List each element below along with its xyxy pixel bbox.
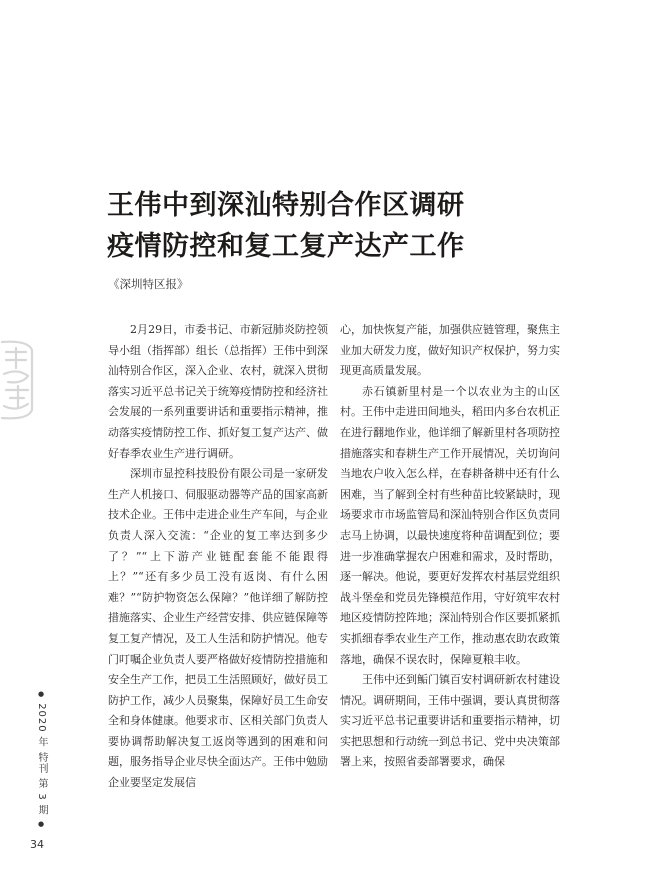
decorative-seal-watermark	[0, 338, 40, 422]
issue-label-text: 2020 年 特刊 第 3 期	[36, 703, 47, 816]
bullet-dot-icon: ●	[37, 690, 45, 699]
article-title	[107, 185, 577, 267]
page-number: 34	[30, 838, 44, 851]
paragraph: 深圳市显控科技股份有限公司是一家研发生产人机接口、伺服驱动器等产品的国家高新技术企业。王伟中走进企业生产车间，与企业负责人深入交流：“企业的复工率达到多少了？”“上下游产业链配套能不能跟得上？”“还有多少员工没有返岗、有什么困难？”“防护物资怎么保障？”他详细了解防控措施落实、企业生产经营安排、供应链保障等复工复产情况，及工人生活和防护情况。他专门叮嘱企业负责人要严格做好疫情防控措施和安全生产工作，把员工生活照顾好，做好员工防护工作，减少人员聚集，保障好员工生命安全和身体健康。他要求市、区相关部门负责人要协调帮助解决复工返岗等遇到的困难和问题，服务指导企业尽快全面达产。王伟中勉励企业要坚定发展信	[108, 467, 328, 790]
body-column-left	[108, 320, 328, 794]
paragraph: 王伟中还到鲘门镇百安村调研新农村建设情况。调研期间，王伟中强调，要认真贯彻落实习近平总书记重要讲话和重要指示精神，切实把思想和行动统一到总书记、党中央决策部署上来，按照省委部署要求，确保	[340, 673, 560, 769]
bullet-dot-icon: ●	[37, 820, 45, 830]
article-title-line-2: 疫情防控和复工复产达产工作	[107, 231, 465, 262]
issue-label	[34, 690, 49, 829]
article-source: 《深圳特区报》	[108, 277, 189, 291]
article-title-line-1: 王伟中到深汕特别合作区调研	[107, 190, 465, 221]
paragraph: 2月29日，市委书记、市新冠肺炎防控领导小组（指挥部）组长（总指挥）王伟中到深汕特别合作区，深入企业、农村，就深入贯彻落实习近平总书记关于统筹疫情防控和经济社会发展的一系列重要讲话和重要指示精神，推动落实疫情防控工作、抓好复工复产达产、做好春季农业生产进行调研。	[108, 323, 328, 460]
body-column-right	[340, 320, 560, 773]
paragraph: 赤石镇新里村是一个以农业为主的山区村。王伟中走进田间地头，稻田内多台农机正在进行翻地作业，他详细了解新里村各项防控措施落实和春耕生产工作开展情况，关切询问当地农户收入怎么样，在春耕备耕中还有什么困难，当了解到全村有些种苗比较紧缺时，现场要求市市场监管局和深汕特别合作区负责同志马上协调，以最快速度将种苗调配到位；要进一步准确掌握农户困难和需求，及时帮助，逐一解决。他说，要更好发挥农村基层党组织战斗堡垒和党员先锋模范作用，守好筑牢农村地区疫情防控阵地；深汕特别合作区要抓紧抓实抓细春季农业生产工作，推动惠农助农政策落地，确保不误农时，保障夏粮丰收。	[340, 384, 560, 666]
paragraph-continued: 心，加快恢复产能，加强供应链管理，聚焦主业加大研发力度，做好知识产权保护，努力实现更高质量发展。	[340, 323, 560, 378]
